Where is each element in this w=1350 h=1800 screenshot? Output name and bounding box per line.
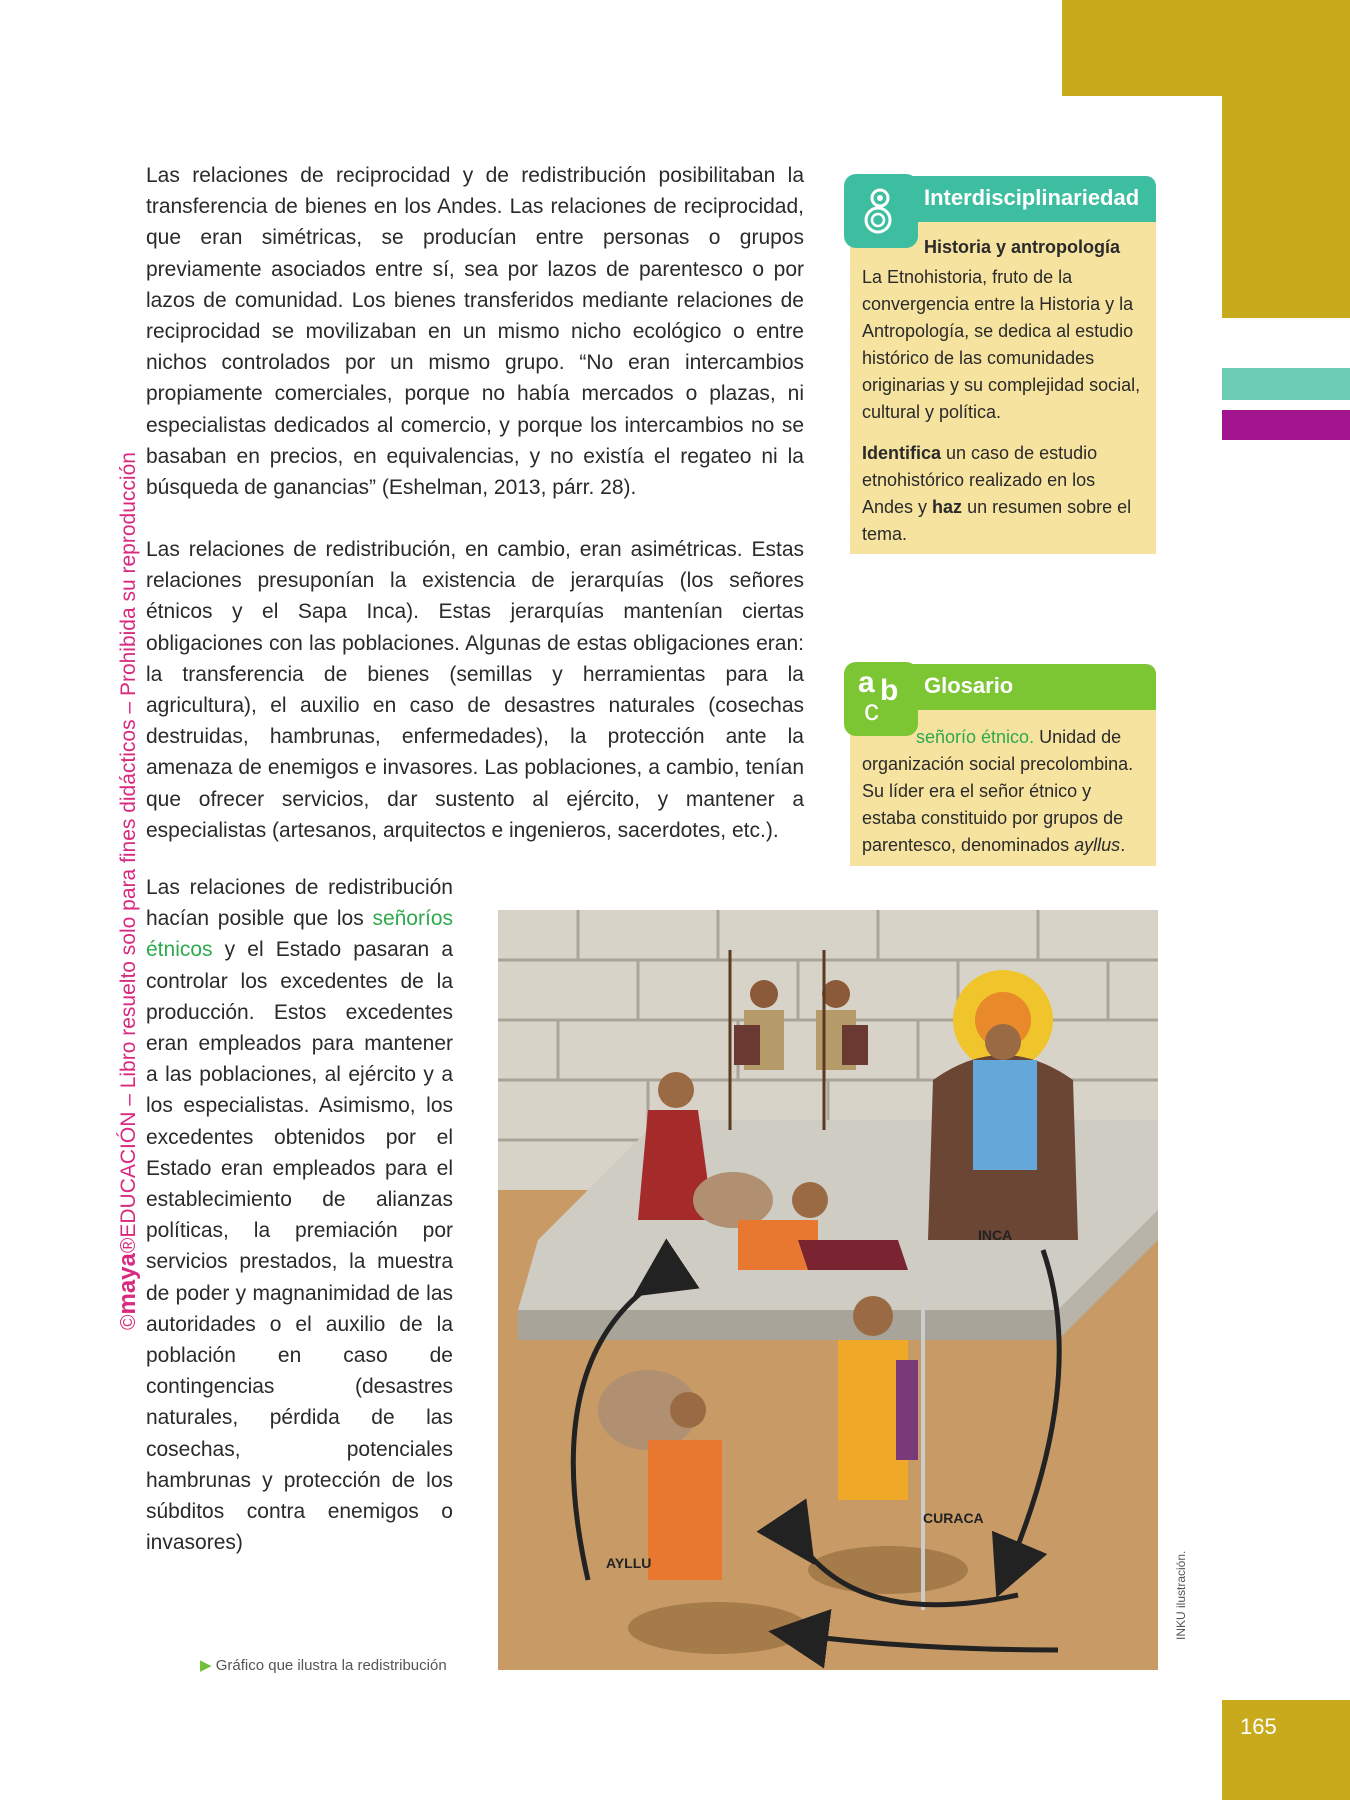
interdisciplinariedad-title: Interdisciplinariedad (924, 185, 1140, 210)
label-ayllu: AYLLU (606, 1555, 652, 1571)
interdisciplinariedad-header (912, 176, 1156, 222)
glosario-abc-icon: a b c (844, 662, 918, 736)
paragraph-reciprocidad: Las relaciones de reciprocidad y de redistribución posibilitaban la transferencia de bienes en los Andes. Las relaciones de reciprocidad, que eran simétricas, se producían entre personas o grupos previamente asociados entre sí, sea por lazos de parentesco o por lazos de comunidad. Los bienes transferidos mediante relaciones de reciprocidad se movilizaban en un mismo nicho ecológico o entre nichos controlados por un mismo grupo. “No eran intercambios propiamente comerciales, porque no había mercados o plazas, ni especialistas dedicados al comercio, y porque los intercambios no se basaban en precios, en equivalencias, y no existía el regateo ni la búsqueda de ganancias” (Eshelman, 2013, párr. 28). (146, 164, 804, 500)
link-senorios-etnicos[interactable]: señoríos étnicos (146, 907, 453, 962)
vertical-sidebar (114, 452, 142, 1330)
page-number: 165 (1240, 1714, 1277, 1739)
decor-teal-stripe (1222, 368, 1350, 400)
glosario-header (912, 664, 1156, 710)
label-curaca: CURACA (923, 1510, 984, 1526)
interdisciplinariedad-subtitle: Historia y antropología (924, 237, 1121, 257)
redistribution-illustration (498, 910, 1158, 1670)
interdisciplinariedad-icon (844, 174, 918, 248)
vertical-copyright-text: ©maya®EDUCACIÓN – Libro resuelto solo para fines didácticos – Prohibida su reproducción (114, 452, 141, 1330)
paragraph-excedentes: Las relaciones de redistribución hacían posible que los señoríos étnicos y el Estado pasaran a controlar los excedentes de la producción. Estos excedentes eran empleados para mantener a las poblaciones, al ejército y a los especialistas. Asimismo, los excedentes obtenidos por el Estado eran empleados para el establecimiento de alianzas políticas, la premiación por servicios prestados, la muestra de poder y magnanimidad de las autoridades o el auxilio de la población en caso de contingencias (desastres naturales, pérdida de las cosechas, potenciales hambrunas y protección de los súbditos contra enemigos o invasores) (146, 876, 453, 1555)
caption-triangle-icon: ▶ (200, 1657, 212, 1674)
glosario-term: señorío étnico. (916, 727, 1035, 747)
interdisciplinariedad-task: Identifica un caso de estudio etnohistórico realizado en los Andes y haz un resumen sobre el tema. (862, 443, 1132, 544)
decor-magenta-stripe (1222, 410, 1350, 440)
glosario-text: señorío étnico. Unidad de organización social precolombina. Su líder era el señor étnico y estaba constituido por grupos de parentesco, denominados ayllus. (862, 727, 1134, 855)
glosario-title: Glosario (924, 673, 1014, 698)
label-inca: INCA (978, 1227, 1013, 1243)
decor-olive-side (1222, 96, 1350, 318)
illustration-credit: INKU ilustración. (1174, 1550, 1188, 1640)
paragraph-redistribucion: Las relaciones de redistribución, en cambio, eran asimétricas. Estas relaciones presuponían la existencia de jerarquías (los señores étnicos y el Sapa Inca). Estas jerarquías mantenían ciertas obligaciones con las poblaciones. Algunas de estas obligaciones eran: la transferencia de bienes (semillas y herramientas para la agricultura), el auxilio en caso de desastres naturales (cosechas destruidas, hambrunas, enfermedades), la protección ante la amenaza de enemigos e invasores. Las poblaciones, a cambio, tenían que ofrecer servicios, dar sustento al ejército, y mantener a especialistas (artesanos, arquitectos e ingenieros, sacerdotes, etc.). (146, 538, 804, 842)
decor-olive-top (1062, 0, 1350, 96)
illustration-caption: ▶ Gráfico que ilustra la redistribución (200, 1657, 447, 1674)
interdisciplinariedad-text: La Etnohistoria, fruto de la convergencia entre la Historia y la Antropología, se dedica al estudio histórico de las comunidades originarias y su complejidad social, cultural y política. (862, 267, 1141, 422)
